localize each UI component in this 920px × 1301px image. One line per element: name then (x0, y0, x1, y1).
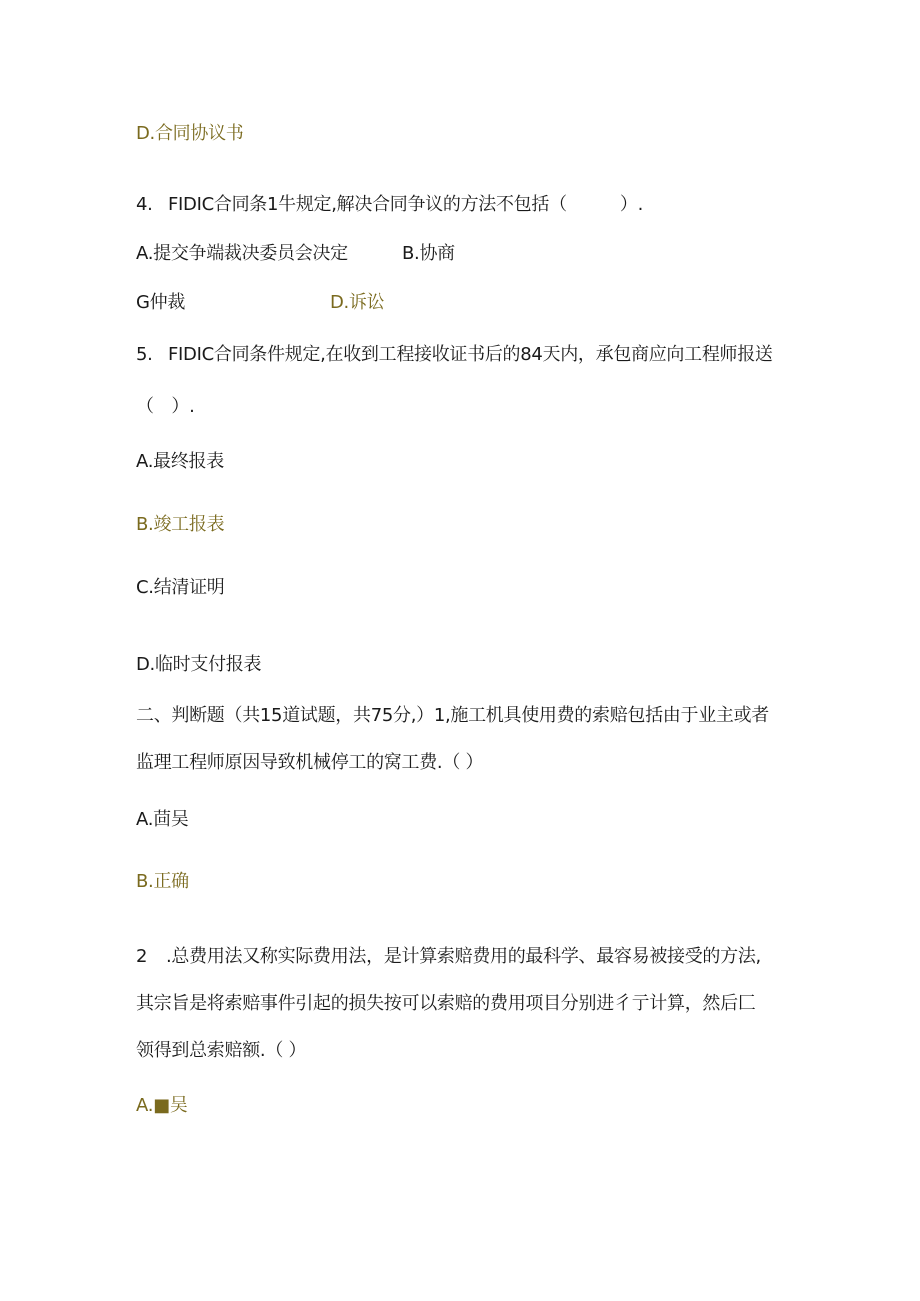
question-4-option-a: A.提交争端裁决委员会决定 (136, 243, 348, 264)
question-5 (136, 343, 773, 367)
question-5-number: 5. (136, 344, 153, 365)
judgement-2-text-cont-2: 领得到总索赔额.（ ） (136, 1040, 307, 1061)
question-5-text-cont: （ ）. (136, 396, 195, 417)
judgement-2-number: 2 (136, 946, 148, 967)
section-2-heading: 二、判断题（共15道试题，共75分,）1,施工机具使用费的索赔包括由于业主或者 (136, 705, 770, 726)
judgement-1-text-cont: 监理工程师原因导致机械停工的窝工费.（ ） (136, 752, 484, 773)
question-5-option-d: D.临时支付报表 (136, 654, 262, 675)
judgement-1-option-b: B.正确 (136, 871, 189, 892)
question-4-options-row-1 (136, 242, 836, 266)
question-5-text: FIDIC合同条件规定,在收到工程接收证书后的84天内，承包商应向工程师报送 (168, 344, 773, 365)
question-5-option-b: B.竣工报表 (136, 514, 225, 535)
question-4-number: 4. (136, 194, 153, 215)
option-d-contract-agreement: D.合同协议书 (136, 123, 244, 144)
question-4 (136, 193, 643, 217)
judgement-2-option-a: A.■吴 (136, 1095, 188, 1116)
question-4-options-row-2 (136, 291, 836, 315)
judgement-2-text: .总费用法又称实际费用法，是计算索赔费用的最科学、最容易被接受的方法, (166, 946, 761, 967)
judgement-1-option-a: A.茴吴 (136, 809, 189, 830)
question-4-option-d: D.诉讼 (330, 292, 385, 313)
question-4-option-b: B.协商 (402, 243, 455, 264)
judgement-2 (136, 945, 761, 969)
question-5-option-c: C.结清证明 (136, 577, 225, 598)
question-4-text: FIDIC合同条1牛规定,解决合同争议的方法不包括（ ）. (168, 194, 643, 215)
question-4-option-c: G仲裁 (136, 292, 186, 313)
judgement-2-text-cont-1: 其宗旨是将索赔事件引起的损失按可以索赔的费用项目分别进彳亍计算，然后匚 (136, 993, 756, 1014)
question-5-option-a: A.最终报表 (136, 451, 224, 472)
